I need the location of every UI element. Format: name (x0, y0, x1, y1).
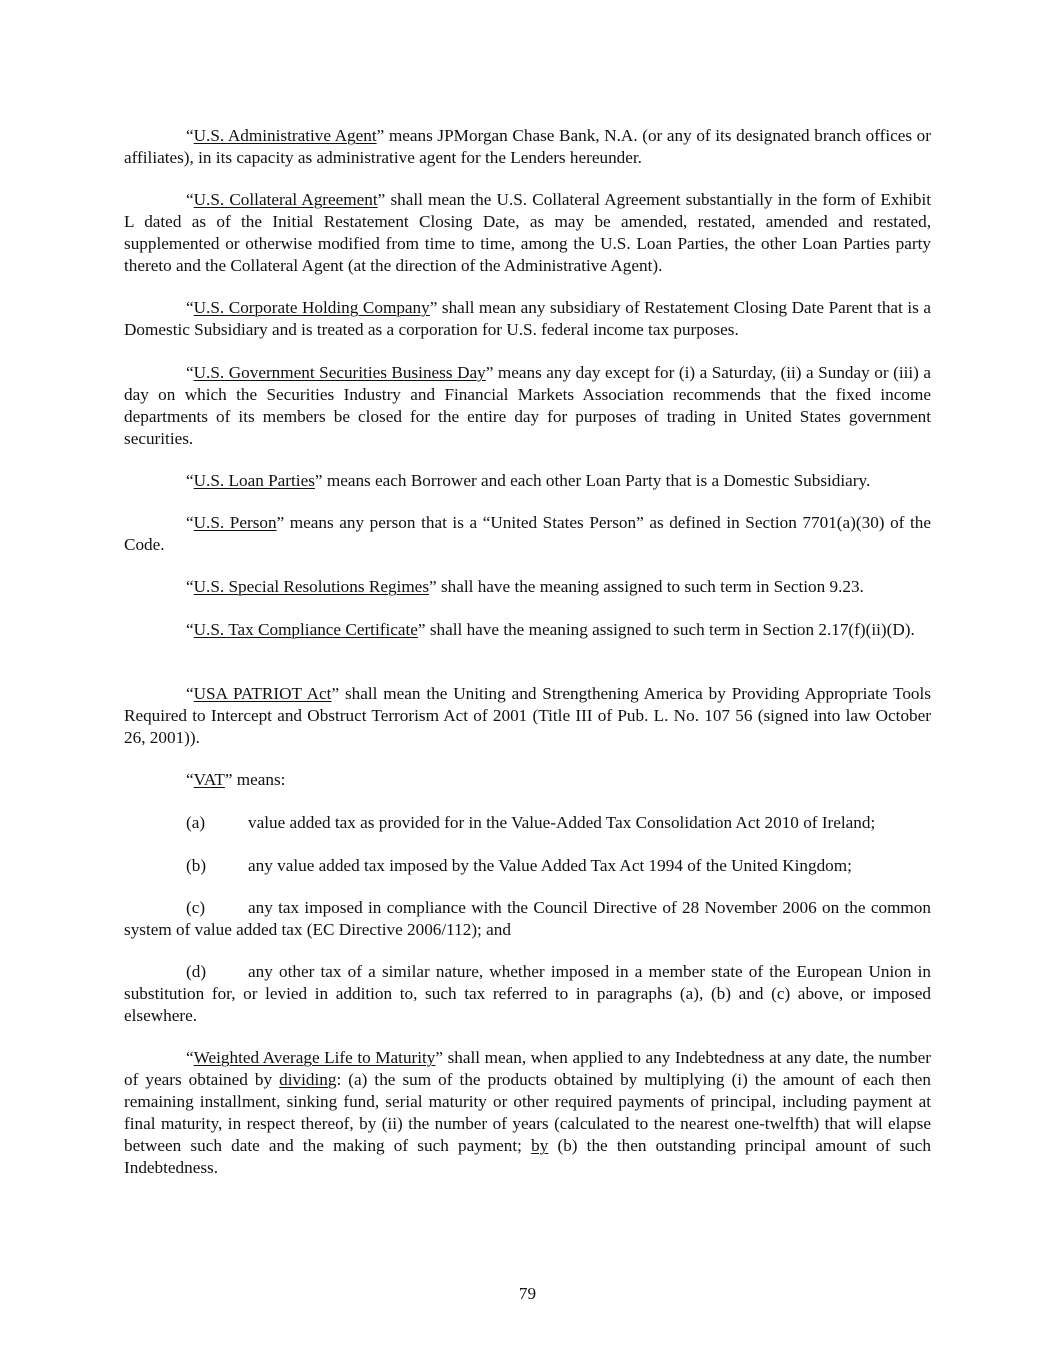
definition-text: ” means JPMorgan Chase Bank, N.A. (or any of its designated branch offices or affiliates), in its capacity as administrative agent for the Lenders hereunder. (124, 126, 931, 167)
definition-vat (124, 769, 931, 791)
vat-item-a (124, 812, 931, 834)
definition-text: ” shall mean the U.S. Collateral Agreement substantially in the form of Exhibit L dated as of the Initial Restatement Closing Date, as may be amended, restated, amended and restated, supplemented or otherwise modified from time to time, among the U.S. Loan Parties, the other Loan Parties party thereto and the Collateral Agent (at the direction of the Administrative Agent). (124, 190, 931, 275)
definition-text: ” shall mean the Uniting and Strengthening America by Providing Appropriate Tools Required to Intercept and Obstruct Terrorism Act of 2001 (Title III of Pub. L. No. 107 56 (signed into law October 26, 2001)). (124, 684, 931, 747)
defined-term: U.S. Person (193, 513, 277, 532)
defined-term: U.S. Administrative Agent (193, 126, 377, 145)
defined-term: Weighted Average Life to Maturity (193, 1048, 436, 1067)
definition-text: ” means each Borrower and each other Loan Party that is a Domestic Subsidiary. (314, 471, 871, 490)
item-text: any other tax of a similar nature, whether imposed in a member state of the European Union in substitution for, or levied in addition to, such tax referred to in paragraphs (a), (b) and (c) above, or imposed elsewhere. (124, 962, 931, 1025)
defined-term: U.S. Corporate Holding Company (193, 298, 430, 317)
item-label: (b) (186, 856, 207, 875)
open-quote: “ (186, 620, 194, 639)
definition-text: (b) the then outstanding principal amount of such Indebtedness. (124, 1136, 931, 1177)
open-quote: “ (186, 684, 194, 703)
definition-text: ” shall have the meaning assigned to such term in Section 9.23. (429, 577, 864, 596)
open-quote: “ (186, 770, 194, 789)
open-quote: “ (186, 1048, 194, 1067)
definition-us-government-securities-business-day (124, 362, 931, 450)
item-label: (a) (186, 813, 206, 832)
definition-us-special-resolutions-regimes (124, 576, 931, 598)
open-quote: “ (186, 126, 194, 145)
open-quote: “ (186, 298, 194, 317)
definition-text: ” means any person that is a “United States Person” as defined in Section 7701(a)(30) of the Code. (124, 513, 931, 554)
definition-text: ” shall mean any subsidiary of Restatement Closing Date Parent that is a Domestic Subsidiary and is treated as a corporation for U.S. federal income tax purposes. (124, 298, 931, 339)
definition-usa-patriot-act (124, 683, 931, 749)
item-label: (d) (186, 962, 207, 981)
emphasis-by: by (531, 1136, 549, 1155)
open-quote: “ (186, 471, 194, 490)
vat-item-d (124, 961, 931, 1027)
defined-term: U.S. Special Resolutions Regimes (193, 577, 430, 596)
definition-text: ” means any day except for (i) a Saturday, (ii) a Sunday or (iii) a day on which the Securities Industry and Financial Markets Association recommends that the fixed income departments of its members be closed for the entire day for purposes of trading in United States government securities. (124, 363, 932, 448)
defined-term: VAT (193, 770, 225, 789)
definition-text: : (a) the sum of the products obtained by multiplying (i) the amount of each then remaining installment, sinking fund, serial maturity or other required payments of principal, including payment at final maturity, in respect thereof, by (ii) the number of years (calculated to the nearest one-twelfth) that will elapse between such date and the making of such payment; (124, 1070, 931, 1155)
vat-item-c (124, 897, 931, 941)
page-number: 79 (518, 1284, 537, 1303)
definition-us-corporate-holding-company (124, 297, 931, 341)
defined-term: USA PATRIOT Act (193, 684, 332, 703)
definition-weighted-average-life-to-maturity (124, 1047, 931, 1179)
item-label: (c) (186, 898, 206, 917)
defined-term: U.S. Collateral Agreement (193, 190, 378, 209)
definition-text: ” shall mean, when applied to any Indebtedness at any date, the number of years obtained by (124, 1048, 931, 1089)
definition-text: ” shall have the meaning assigned to such term in Section 2.17(f)(ii)(D). (417, 620, 915, 639)
emphasis-dividing: dividing (279, 1070, 337, 1089)
definition-text: ” means: (224, 770, 286, 789)
item-text: value added tax as provided for in the Value-Added Tax Consolidation Act 2010 of Ireland; (248, 813, 876, 832)
open-quote: “ (186, 363, 194, 382)
definition-us-administrative-agent (124, 125, 931, 169)
definition-us-collateral-agreement (124, 189, 931, 277)
open-quote: “ (186, 190, 194, 209)
definition-us-tax-compliance-certificate (124, 619, 931, 641)
defined-term: U.S. Tax Compliance Certificate (193, 620, 418, 639)
item-text: any value added tax imposed by the Value Added Tax Act 1994 of the United Kingdom; (248, 856, 852, 875)
definition-us-person (124, 512, 931, 556)
open-quote: “ (186, 577, 194, 596)
open-quote: “ (186, 513, 194, 532)
definition-us-loan-parties (124, 470, 931, 492)
defined-term: U.S. Loan Parties (193, 471, 315, 490)
vat-item-b (124, 855, 931, 877)
defined-term: U.S. Government Securities Business Day (193, 363, 486, 382)
item-text: any tax imposed in compliance with the Council Directive of 28 November 2006 on the common system of value added tax (EC Directive 2006/112); and (124, 898, 931, 939)
